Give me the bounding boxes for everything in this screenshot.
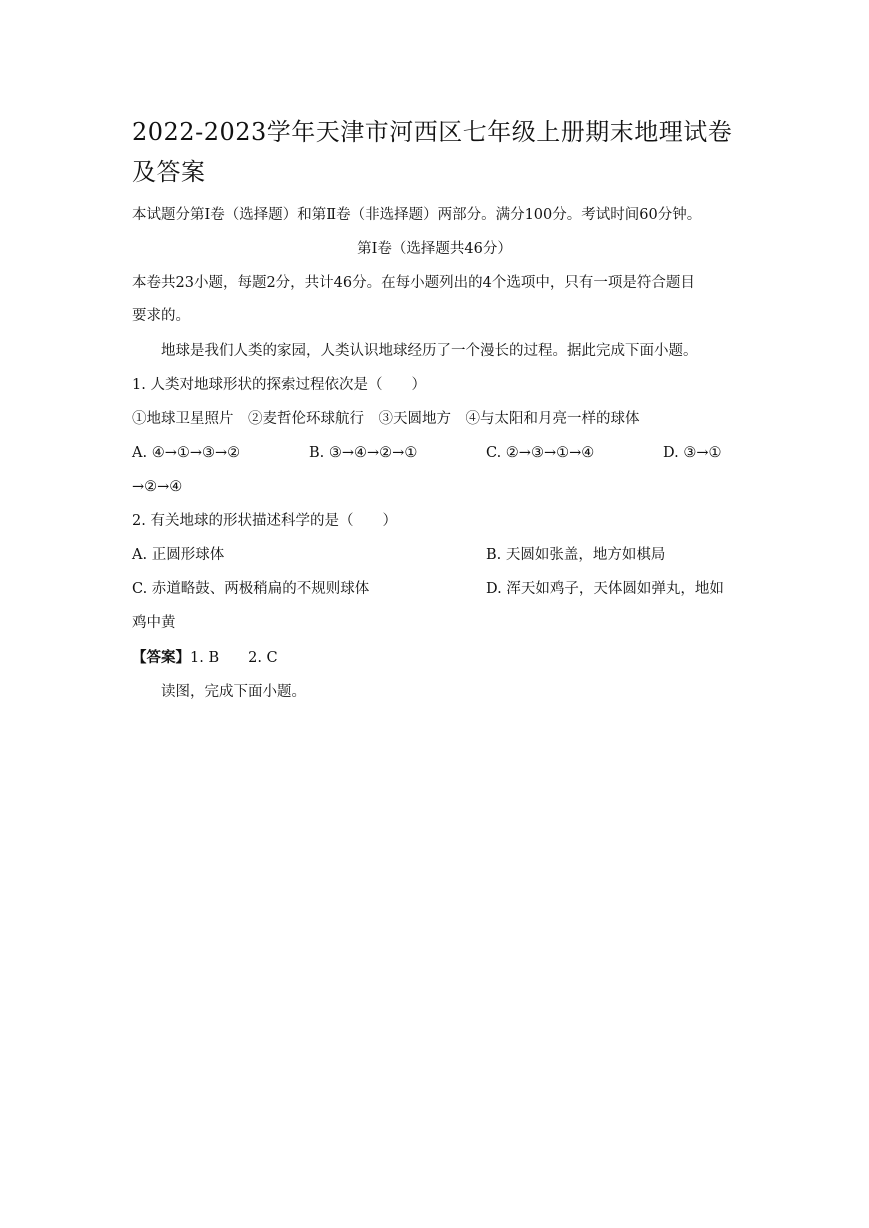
question-2-option-d: D. 浑天如鸡子，天体圆如弹丸，地如 [486,581,724,597]
question-2-option-c: C. 赤道略鼓、两极稍扁的不规则球体 [132,581,370,597]
question-group-1-stem: 地球是我们人类的家园，人类认识地球经历了一个漫长的过程。据此完成下面小题。 [161,343,698,359]
answer-label: 【答案】 [132,649,190,666]
question-1-option-b: B. ③→④→②→① [309,445,418,461]
question-1-option-a: A. ④→①→③→② [132,445,241,461]
instructions-line-2: 要求的。 [132,308,190,324]
question-2-option-a: A. 正圆形球体 [132,547,225,563]
question-1-items: ①地球卫星照片 ②麦哲伦环球航行 ③天圆地方 ④与太阳和月亮一样的球体 [132,411,640,427]
answer-text: 1. B 2. C [190,650,278,666]
question-2-stem: 2. 有关地球的形状描述科学的是（ ） [132,513,397,529]
question-1-stem: 1. 人类对地球形状的探索过程依次是（ ） [132,377,426,393]
exam-intro: 本试题分第Ⅰ卷（选择题）和第Ⅱ卷（非选择题）两部分。满分100分。考试时间60分钟。 [132,207,702,223]
question-2-option-b: B. 天圆如张盖，地方如棋局 [486,547,666,563]
section-heading: 第Ⅰ卷（选择题共46分） [357,241,512,257]
instructions-line-1: 本卷共23小题，每题2分，共计46分。在每小题列出的4个选项中，只有一项是符合题目 [132,275,695,291]
question-1-option-c: C. ②→③→①→④ [486,445,595,461]
answer-line [132,648,278,668]
question-1-option-d-continued: →②→④ [132,479,183,495]
question-2-option-d-continued: 鸡中黄 [132,615,176,631]
document-title: 2022-2023学年天津市河西区七年级上册期末地理试卷及答案 [132,118,733,186]
question-group-2-stem: 读图，完成下面小题。 [161,684,306,700]
question-1-option-d: D. ③→① [663,445,722,461]
